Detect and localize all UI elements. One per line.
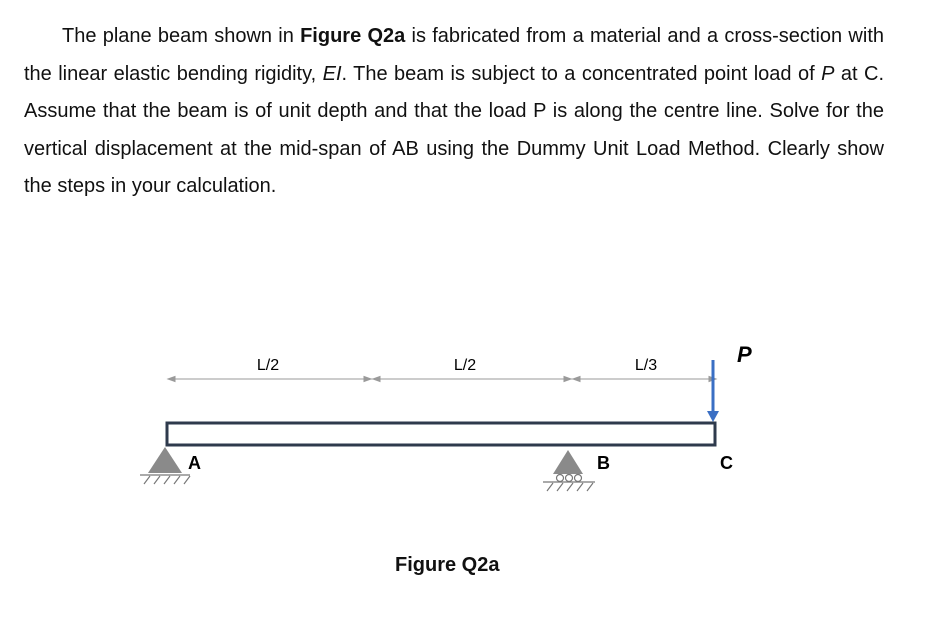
- dimension-label-a-mid: L/2: [256, 357, 280, 374]
- question-part-2: is fabricated from a material and a cross-section with the linear elastic bending rigidity,: [24, 25, 884, 85]
- dimension-label-mid-b: L/2: [453, 357, 477, 374]
- figure-caption: Figure Q2a: [395, 554, 500, 576]
- figure-reference: Figure Q2a: [300, 25, 406, 47]
- load-label: P: [737, 342, 752, 367]
- roller-support-b: [543, 450, 595, 491]
- point-label-a: A: [188, 453, 201, 473]
- question-part-3: . The beam is subject to a concentrated point load of: [341, 62, 822, 85]
- dimension-line: [168, 377, 716, 382]
- load-symbol: P: [821, 62, 835, 85]
- beam: [167, 423, 715, 445]
- point-label-c: C: [720, 453, 733, 473]
- load-arrow: [707, 360, 719, 422]
- point-label-b: B: [597, 453, 610, 473]
- bending-rigidity-symbol: EI: [322, 62, 342, 85]
- question-part-1: The plane beam shown in: [62, 25, 301, 47]
- dimension-label-b-c: L/3: [634, 357, 658, 374]
- question-part-4: at C. Assume that the beam is of unit depth and that the load P is along the centre line. Solve for the vertical displacement at the mid-span of AB using the Dummy Unit Load Method. Clearly show the steps in your calculation.: [24, 62, 884, 197]
- pin-support-a: [140, 447, 190, 484]
